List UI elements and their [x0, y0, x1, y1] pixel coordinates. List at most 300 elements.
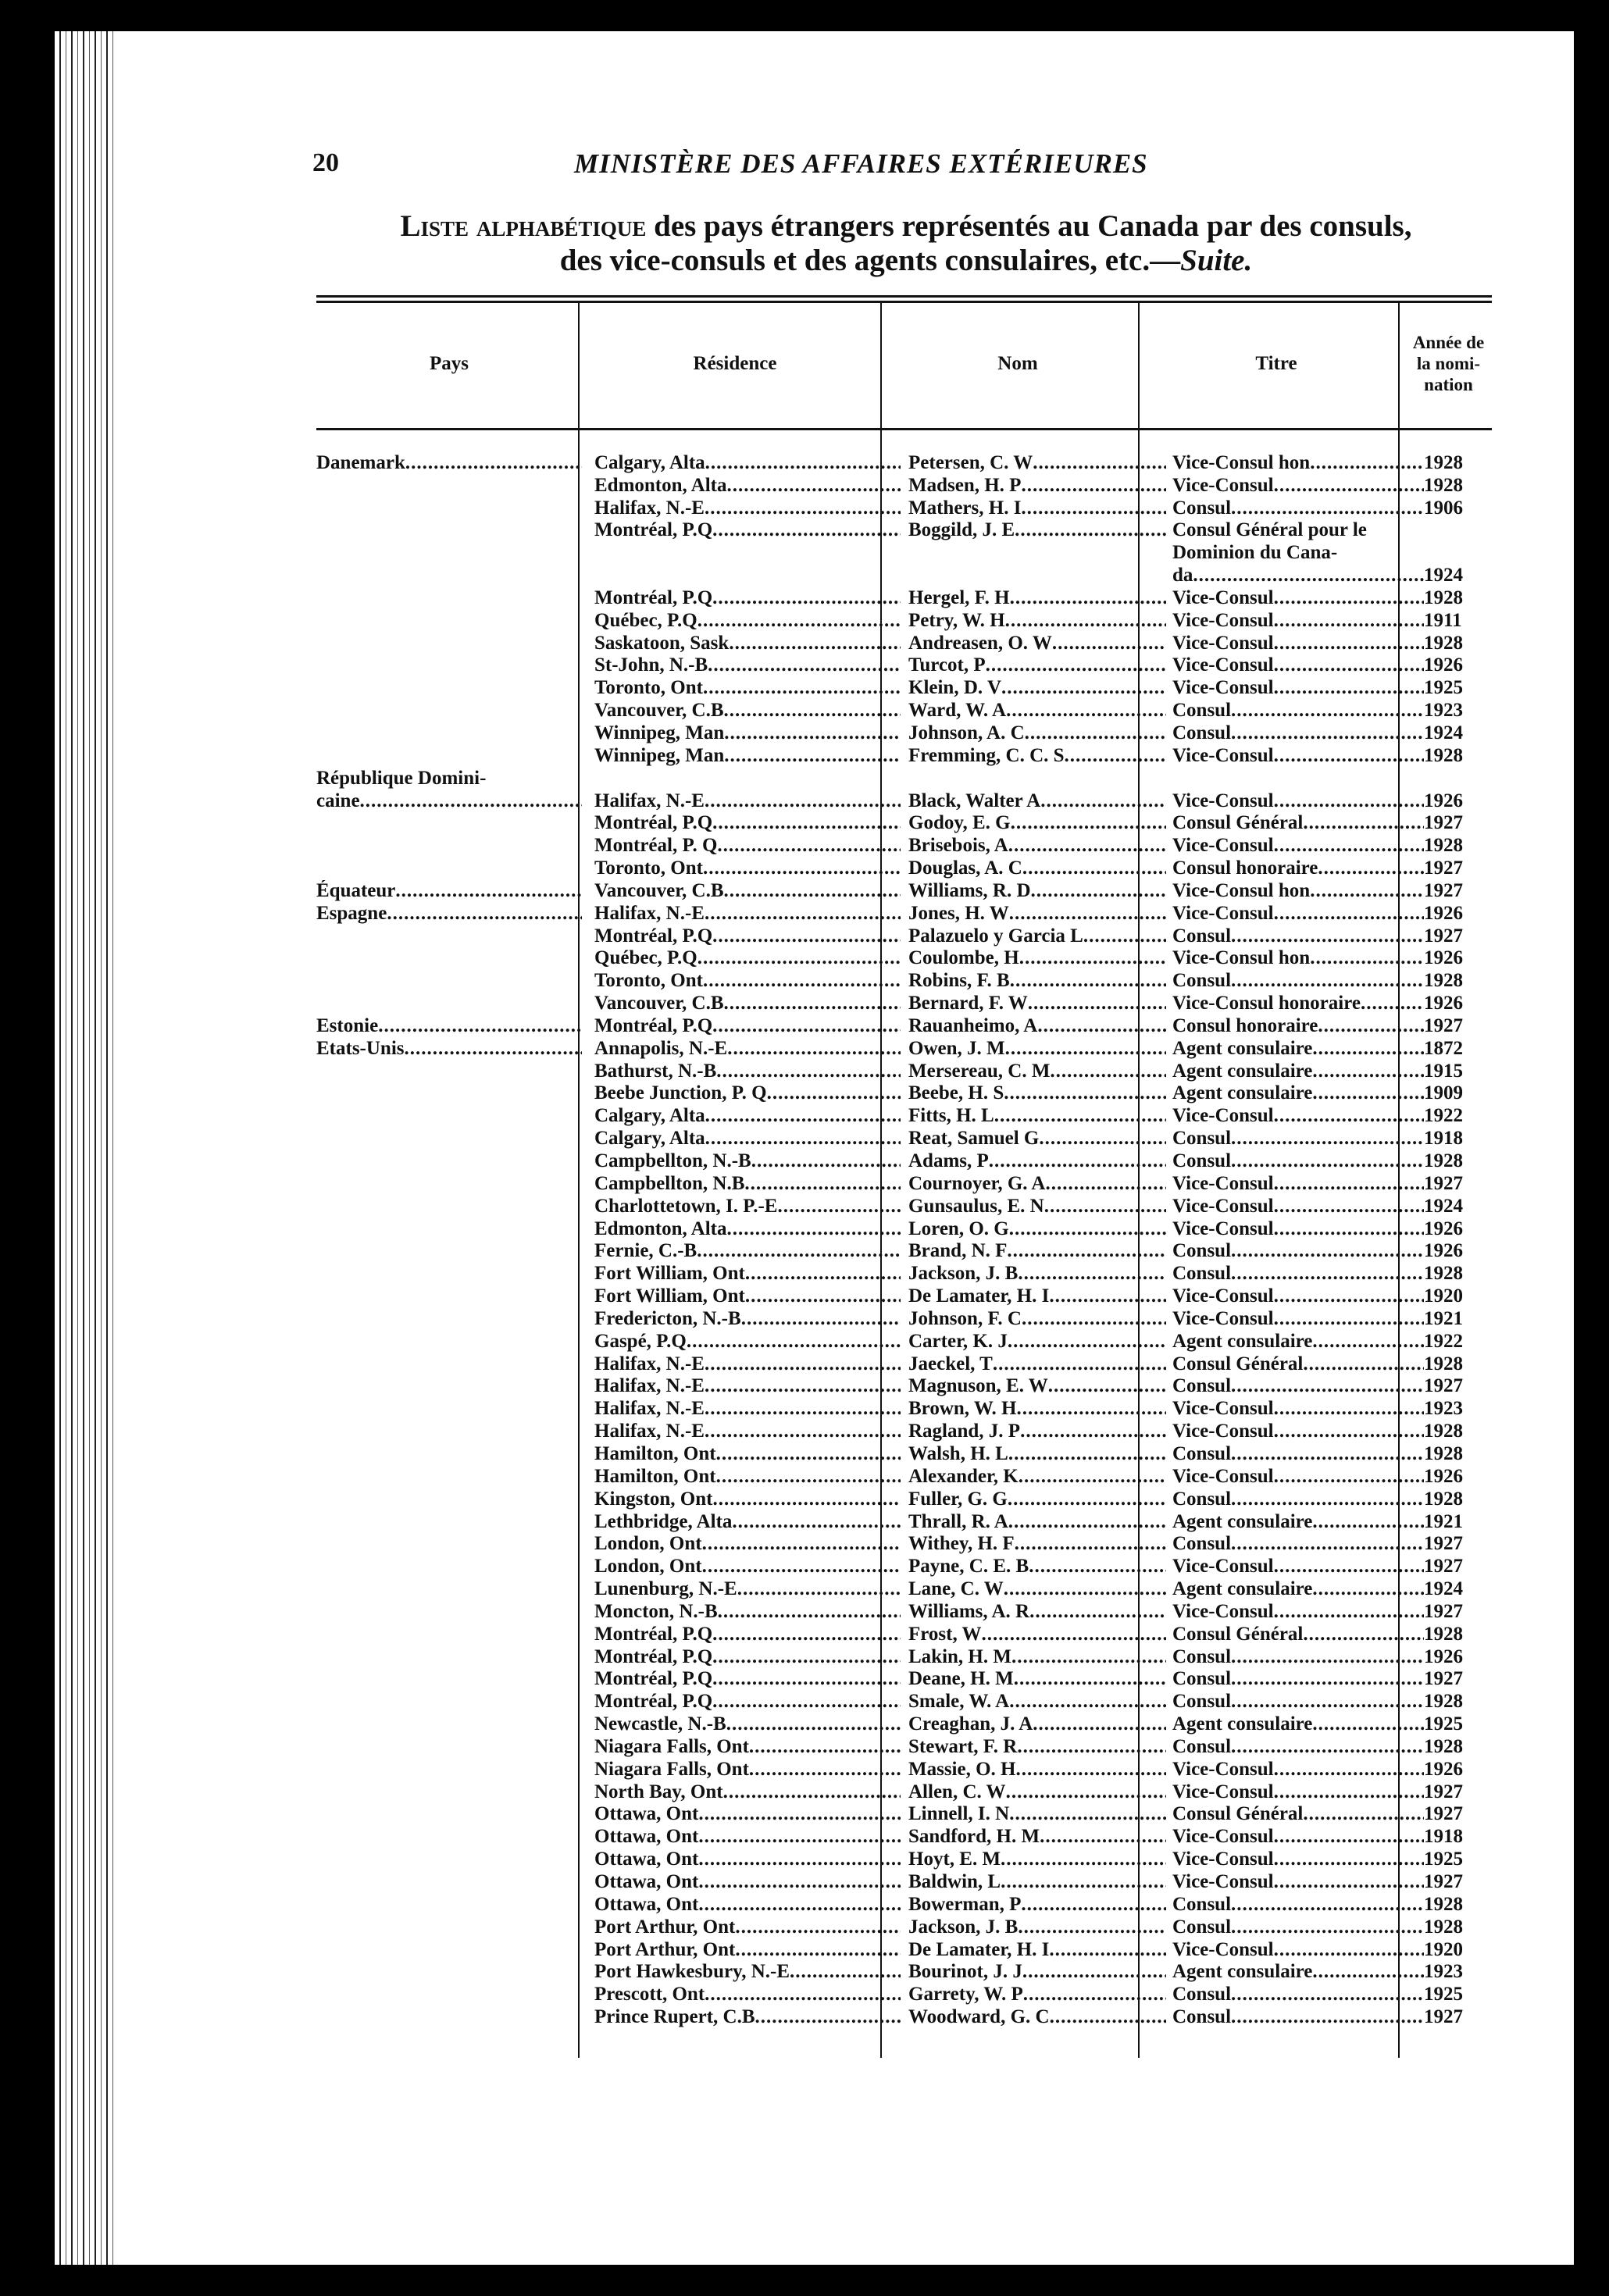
cell-titre [1166, 497, 1424, 519]
cell-titre [1166, 992, 1424, 1014]
table-row [316, 1893, 1512, 1916]
leader-dots [723, 1781, 901, 1803]
cell-nom [901, 1758, 1166, 1781]
cell-titre-text: Vice-Consul [1172, 1758, 1274, 1780]
leader-dots [716, 1061, 901, 1082]
cell-pays [316, 767, 582, 790]
cell-residence-text: Ottawa, Ont [594, 1803, 699, 1825]
cell-titre [1166, 1803, 1424, 1826]
cell-annee [1424, 564, 1512, 586]
cell-nom-text: Rauanheimo, A [908, 1014, 1038, 1036]
cell-nom [901, 1555, 1166, 1578]
cell-nom-text: Klein, D. V [908, 677, 1001, 699]
leader-dots [724, 880, 901, 902]
cell-residence [582, 1172, 901, 1195]
cell-nom [901, 1420, 1166, 1442]
leader-dots [1048, 1375, 1166, 1397]
leader-dots [1231, 700, 1424, 722]
cell-titre-text: Vice-Consul [1172, 835, 1274, 857]
cell-annee [1424, 1781, 1512, 1803]
leader-dots [1231, 1533, 1424, 1555]
leader-dots [989, 1150, 1166, 1172]
cell-annee-text: 1923 [1424, 700, 1463, 722]
cell-pays [316, 1645, 582, 1668]
cell-annee [1424, 1488, 1512, 1510]
title-suite: Suite. [1180, 244, 1253, 277]
cell-titre [1166, 1916, 1424, 1938]
cell-titre-text: Dominion du Cana- [1172, 542, 1338, 564]
cell-nom-text: Alexander, K [908, 1465, 1019, 1487]
cell-titre [1166, 1983, 1424, 2005]
leader-dots [732, 1511, 901, 1533]
table-row [316, 1442, 1512, 1465]
leader-dots [705, 1375, 901, 1397]
cell-annee [1424, 1645, 1512, 1668]
cell-nom-text: Baldwin, L [908, 1871, 1001, 1892]
cell-pays [316, 632, 582, 654]
table-row [316, 1397, 1512, 1420]
cell-titre [1166, 834, 1424, 857]
cell-nom [901, 969, 1166, 992]
leader-dots [687, 1331, 901, 1353]
table-row [316, 1961, 1512, 1984]
leader-dots [697, 610, 901, 632]
cell-residence-text: Montréal, P.Q [594, 1014, 713, 1036]
table-row [316, 1983, 1512, 2005]
cell-nom-text: Coulombe, H [908, 947, 1019, 969]
cell-titre [1166, 1465, 1424, 1488]
cell-pays [316, 1285, 582, 1307]
cell-annee [1424, 1172, 1512, 1195]
cell-nom [901, 1082, 1166, 1105]
cell-residence-text: Edmonton, Alta [594, 1218, 727, 1239]
cell-titre [1166, 519, 1424, 542]
cell-annee [1424, 767, 1512, 790]
cell-nom [901, 992, 1166, 1014]
leader-dots [702, 1556, 901, 1578]
cell-pays [316, 902, 582, 925]
cell-pays-text: Estonie [316, 1014, 379, 1036]
table-row [316, 925, 1512, 947]
cell-pays-text: Danemark [316, 451, 405, 473]
cell-annee [1424, 1442, 1512, 1465]
leader-dots [1006, 700, 1166, 722]
cell-nom-text: Bowerman, P [908, 1893, 1022, 1915]
cell-annee [1424, 992, 1512, 1014]
cell-residence-text: Toronto, Ont [594, 857, 703, 879]
cell-annee [1424, 1262, 1512, 1285]
cell-titre-text: Consul [1172, 1668, 1232, 1690]
cell-pays [316, 1240, 582, 1263]
leader-dots [790, 1961, 901, 1983]
cell-annee-text: 1925 [1424, 677, 1463, 699]
cell-titre-text: Vice-Consul [1172, 1307, 1274, 1329]
cell-residence [582, 654, 901, 677]
cell-annee-text: 1918 [1424, 1128, 1463, 1150]
table-row [316, 1488, 1512, 1510]
cell-annee-text: 1920 [1424, 1285, 1463, 1307]
cell-titre [1166, 857, 1424, 879]
cell-nom-text: Woodward, G. C [908, 2006, 1050, 2028]
cell-annee [1424, 676, 1512, 699]
cell-titre-text: Consul Général [1172, 1353, 1304, 1374]
cell-titre [1166, 1623, 1424, 1645]
leader-dots [1231, 1916, 1424, 1938]
cell-annee [1424, 744, 1512, 767]
leader-dots [1008, 835, 1166, 857]
cell-nom-text: Magnuson, E. W [908, 1375, 1048, 1397]
leader-dots [1231, 1240, 1424, 1262]
table-row [316, 699, 1512, 722]
cell-pays [316, 541, 582, 564]
leader-dots [1231, 497, 1424, 519]
cell-residence-text: Port Hawkesbury, N.-E [594, 1961, 790, 1983]
leader-dots [735, 1939, 901, 1961]
cell-annee-text: 1927 [1424, 1668, 1463, 1690]
cell-annee [1424, 1218, 1512, 1240]
cell-titre-text: da [1172, 565, 1193, 586]
cell-residence [582, 1150, 901, 1172]
cell-residence [582, 1533, 901, 1556]
cell-nom-text: Jackson, J. B [908, 1916, 1019, 1938]
table-row [316, 1690, 1512, 1713]
cell-residence [582, 699, 901, 722]
cell-annee [1424, 1961, 1512, 1984]
table-row [316, 1082, 1512, 1105]
cell-titre [1166, 902, 1424, 925]
leader-dots [1274, 1196, 1424, 1218]
cell-nom [901, 790, 1166, 812]
leader-dots [1274, 1826, 1424, 1848]
cell-annee-text: 1926 [1424, 1645, 1463, 1667]
leader-dots [749, 1736, 901, 1758]
cell-titre-text: Vice-Consul hon [1172, 947, 1311, 969]
leader-dots [1001, 677, 1166, 699]
cell-titre [1166, 1961, 1424, 1984]
col-head-nom: Nom [997, 352, 1038, 374]
cell-residence-text: Vancouver, C.B [594, 993, 724, 1014]
leader-dots [735, 1916, 901, 1938]
cell-nom [901, 1330, 1166, 1353]
cell-titre-text: Consul [1172, 1150, 1232, 1171]
leader-dots [729, 633, 901, 654]
leader-dots [1009, 903, 1166, 925]
cell-titre [1166, 1825, 1424, 1848]
cell-residence [582, 1375, 901, 1398]
table-row [316, 519, 1512, 542]
cell-pays [316, 1916, 582, 1938]
leader-dots [1052, 633, 1166, 654]
cell-residence [582, 1758, 901, 1781]
cell-titre [1166, 1758, 1424, 1781]
cell-nom-text: Brown, W. H [908, 1398, 1017, 1420]
cell-pays [316, 451, 582, 474]
cell-annee [1424, 1916, 1512, 1938]
cell-nom-text: Andreasen, O. W [908, 632, 1052, 654]
cell-annee-text: 1928 [1424, 1623, 1463, 1645]
cell-pays [316, 699, 582, 722]
page-header [312, 148, 1484, 180]
cell-residence [582, 1781, 901, 1803]
cell-residence [582, 1240, 901, 1263]
leader-dots [712, 812, 901, 834]
leader-dots [1017, 1736, 1166, 1758]
cell-nom [901, 1353, 1166, 1375]
cell-residence [582, 969, 901, 992]
consuls-table [316, 451, 1512, 2028]
cell-residence [582, 1307, 901, 1330]
cell-residence [582, 1330, 901, 1353]
cell-residence-text: Halifax, N.-E [594, 1353, 705, 1374]
cell-titre [1166, 1533, 1424, 1556]
cell-titre-text: Agent consulaire [1172, 1082, 1313, 1104]
cell-nom [901, 1916, 1166, 1938]
cell-residence-text: Montréal, P. Q [594, 835, 718, 857]
leader-dots [1050, 2006, 1166, 2028]
cell-residence-text: Calgary, Alta [594, 1128, 705, 1150]
table-row [316, 767, 1512, 790]
cell-pays [316, 1375, 582, 1398]
cell-nom-text: Bernard, F. W [908, 993, 1028, 1014]
leader-dots [1008, 1443, 1166, 1465]
cell-annee-text: 1926 [1424, 1465, 1463, 1487]
cell-nom [901, 1150, 1166, 1172]
cell-titre [1166, 790, 1424, 812]
cell-titre [1166, 451, 1424, 474]
title-lead: Liste alphabétique [400, 209, 647, 243]
leader-dots [1312, 1061, 1424, 1082]
cell-annee [1424, 1285, 1512, 1307]
cell-residence [582, 1848, 901, 1870]
cell-nom [901, 1240, 1166, 1263]
cell-residence-text: Saskatoon, Sask [594, 632, 730, 654]
leader-dots [1010, 587, 1166, 609]
cell-annee [1424, 1195, 1512, 1218]
cell-pays [316, 609, 582, 632]
cell-annee [1424, 1713, 1512, 1735]
leader-dots [744, 1173, 901, 1195]
cell-titre [1166, 1690, 1424, 1713]
leader-dots [698, 1803, 901, 1825]
cell-titre [1166, 1285, 1424, 1307]
cell-nom-text: Madsen, H. P [908, 474, 1022, 496]
cell-pays [316, 1578, 582, 1600]
cell-titre-text: Vice-Consul [1172, 1781, 1274, 1802]
cell-titre [1166, 812, 1424, 835]
leader-dots [1274, 1308, 1424, 1330]
cell-annee [1424, 541, 1512, 564]
leader-dots [1274, 1759, 1424, 1781]
cell-titre [1166, 1555, 1424, 1578]
cell-residence-text: Ottawa, Ont [594, 1849, 699, 1870]
table-row [316, 1218, 1512, 1240]
leader-dots [705, 1128, 901, 1150]
cell-nom-text: Hergel, F. H [908, 586, 1010, 608]
cell-residence-text: Montréal, P.Q [594, 925, 713, 947]
cell-titre [1166, 1713, 1424, 1735]
table-row [316, 1465, 1512, 1488]
cell-residence [582, 1578, 901, 1600]
leader-dots [1018, 1916, 1166, 1938]
cell-annee-text: 1872 [1424, 1037, 1463, 1059]
cell-annee [1424, 1127, 1512, 1150]
cell-nom [901, 1938, 1166, 1961]
cell-residence [582, 451, 901, 474]
leader-dots [705, 1398, 901, 1420]
cell-annee [1424, 1938, 1512, 1961]
cell-annee-text: 1927 [1424, 1556, 1463, 1578]
cell-titre-text: Vice-Consul [1172, 1105, 1274, 1127]
leader-dots [1022, 1308, 1166, 1330]
leader-dots [1274, 1285, 1424, 1307]
cell-titre-text: Vice-Consul [1172, 1465, 1274, 1487]
cell-annee [1424, 474, 1512, 497]
table-row [316, 1623, 1512, 1645]
cell-nom-text: Payne, C. E. B [908, 1556, 1029, 1578]
cell-residence [582, 1803, 901, 1826]
cell-nom [901, 1578, 1166, 1600]
cell-annee [1424, 1307, 1512, 1330]
table-row [316, 1127, 1512, 1150]
leader-dots [712, 925, 901, 947]
cell-residence [582, 609, 901, 632]
cell-nom [901, 699, 1166, 722]
leader-dots [745, 1263, 901, 1285]
leader-dots [1008, 1511, 1166, 1533]
table-row [316, 947, 1512, 970]
leader-dots [1005, 1038, 1166, 1060]
cell-nom-text: Robins, F. B [908, 970, 1010, 992]
cell-nom-text: Deane, H. M [908, 1668, 1014, 1690]
cell-titre [1166, 1397, 1424, 1420]
cell-residence-text: Calgary, Alta [594, 1105, 705, 1127]
cell-annee [1424, 1060, 1512, 1082]
leader-dots [698, 1894, 901, 1916]
cell-annee [1424, 947, 1512, 970]
cell-nom-text: Johnson, A. C [908, 722, 1025, 743]
leader-dots [767, 1082, 901, 1104]
cell-pays [316, 857, 582, 879]
cell-titre-text: Vice-Consul [1172, 1285, 1274, 1307]
cell-titre-text: Vice-Consul [1172, 1826, 1274, 1848]
cell-titre [1166, 1150, 1424, 1172]
cell-residence [582, 992, 901, 1014]
cell-pays [316, 1104, 582, 1127]
cell-nom-text: Cournoyer, G. A [908, 1172, 1046, 1194]
leader-dots [1083, 925, 1166, 947]
cell-titre [1166, 969, 1424, 992]
cell-residence-text: Montréal, P.Q [594, 519, 713, 541]
cell-titre [1166, 1172, 1424, 1195]
cell-annee-text: 1926 [1424, 654, 1463, 676]
cell-pays-text: Équateur [316, 879, 396, 901]
table-row [316, 902, 1512, 925]
leader-dots [1021, 1894, 1166, 1916]
leader-dots [378, 1015, 582, 1037]
cell-pays [316, 1803, 582, 1826]
cell-nom [901, 1127, 1166, 1150]
cell-residence-text: London, Ont [594, 1533, 702, 1555]
cell-annee-text: 1923 [1424, 1398, 1463, 1420]
cell-annee [1424, 632, 1512, 654]
cell-annee [1424, 1803, 1512, 1826]
cell-pays [316, 1465, 582, 1488]
cell-nom-text: Jones, H. W [908, 902, 1009, 924]
leader-dots [705, 903, 901, 925]
cell-annee-text: 1927 [1424, 1375, 1463, 1397]
leader-dots [778, 1196, 901, 1218]
leader-dots [697, 1240, 901, 1262]
leader-dots [986, 654, 1166, 676]
cell-pays-text: Espagne [316, 902, 387, 924]
cell-titre-text: Consul Général [1172, 812, 1304, 834]
cell-nom [901, 1442, 1166, 1465]
cell-annee [1424, 1735, 1512, 1758]
cell-nom-text: Palazuelo y Garcia L [908, 925, 1083, 947]
leader-dots [712, 1488, 901, 1510]
cell-annee-text: 1927 [1424, 1014, 1463, 1036]
cell-residence [582, 1060, 901, 1082]
leader-dots [1023, 1984, 1166, 2005]
cell-residence-text: Fort William, Ont [594, 1263, 745, 1285]
cell-nom [901, 1668, 1166, 1691]
leader-dots [724, 745, 901, 767]
cell-pays [316, 1668, 582, 1691]
cell-pays [316, 1397, 582, 1420]
cell-nom-text: Williams, R. D [908, 879, 1031, 901]
leader-dots [708, 654, 901, 676]
cell-annee-text: 1927 [1424, 1172, 1463, 1194]
cell-pays-text: République Domini- [316, 767, 487, 789]
cell-pays [316, 2005, 582, 2028]
cell-annee [1424, 1825, 1512, 1848]
cell-annee-text: 1928 [1424, 1488, 1463, 1510]
cell-nom [901, 722, 1166, 744]
cell-annee [1424, 1037, 1512, 1060]
leader-dots [724, 993, 901, 1014]
cell-nom-text: Allen, C. W [908, 1781, 1006, 1802]
cell-residence [582, 1555, 901, 1578]
cell-nom [901, 632, 1166, 654]
cell-nom [901, 1307, 1166, 1330]
cell-titre [1166, 1060, 1424, 1082]
cell-nom-text: Garrety, W. P [908, 1984, 1023, 2005]
cell-nom-text: Carter, K. J [908, 1330, 1008, 1352]
table-row [316, 654, 1512, 677]
cell-residence [582, 586, 901, 609]
cell-nom-text: Black, Walter A [908, 790, 1041, 811]
table-row [316, 1285, 1512, 1307]
cell-pays [316, 1781, 582, 1803]
cell-residence-text: Calgary, Alta [594, 451, 705, 473]
cell-residence-text: Fort William, Ont [594, 1285, 745, 1307]
cell-annee-text: 1922 [1424, 1330, 1463, 1352]
leader-dots [726, 475, 901, 497]
cell-titre [1166, 1893, 1424, 1916]
leader-dots [698, 1826, 901, 1848]
cell-pays [316, 1307, 582, 1330]
cell-pays [316, 1893, 582, 1916]
table-row [316, 857, 1512, 879]
leader-dots [717, 835, 901, 857]
table-row [316, 1938, 1512, 1961]
cell-annee [1424, 1983, 1512, 2005]
cell-nom [901, 1645, 1166, 1668]
table-row [316, 541, 1512, 564]
table-row [316, 1307, 1512, 1330]
table-row [316, 722, 1512, 744]
leader-dots [982, 1624, 1166, 1645]
